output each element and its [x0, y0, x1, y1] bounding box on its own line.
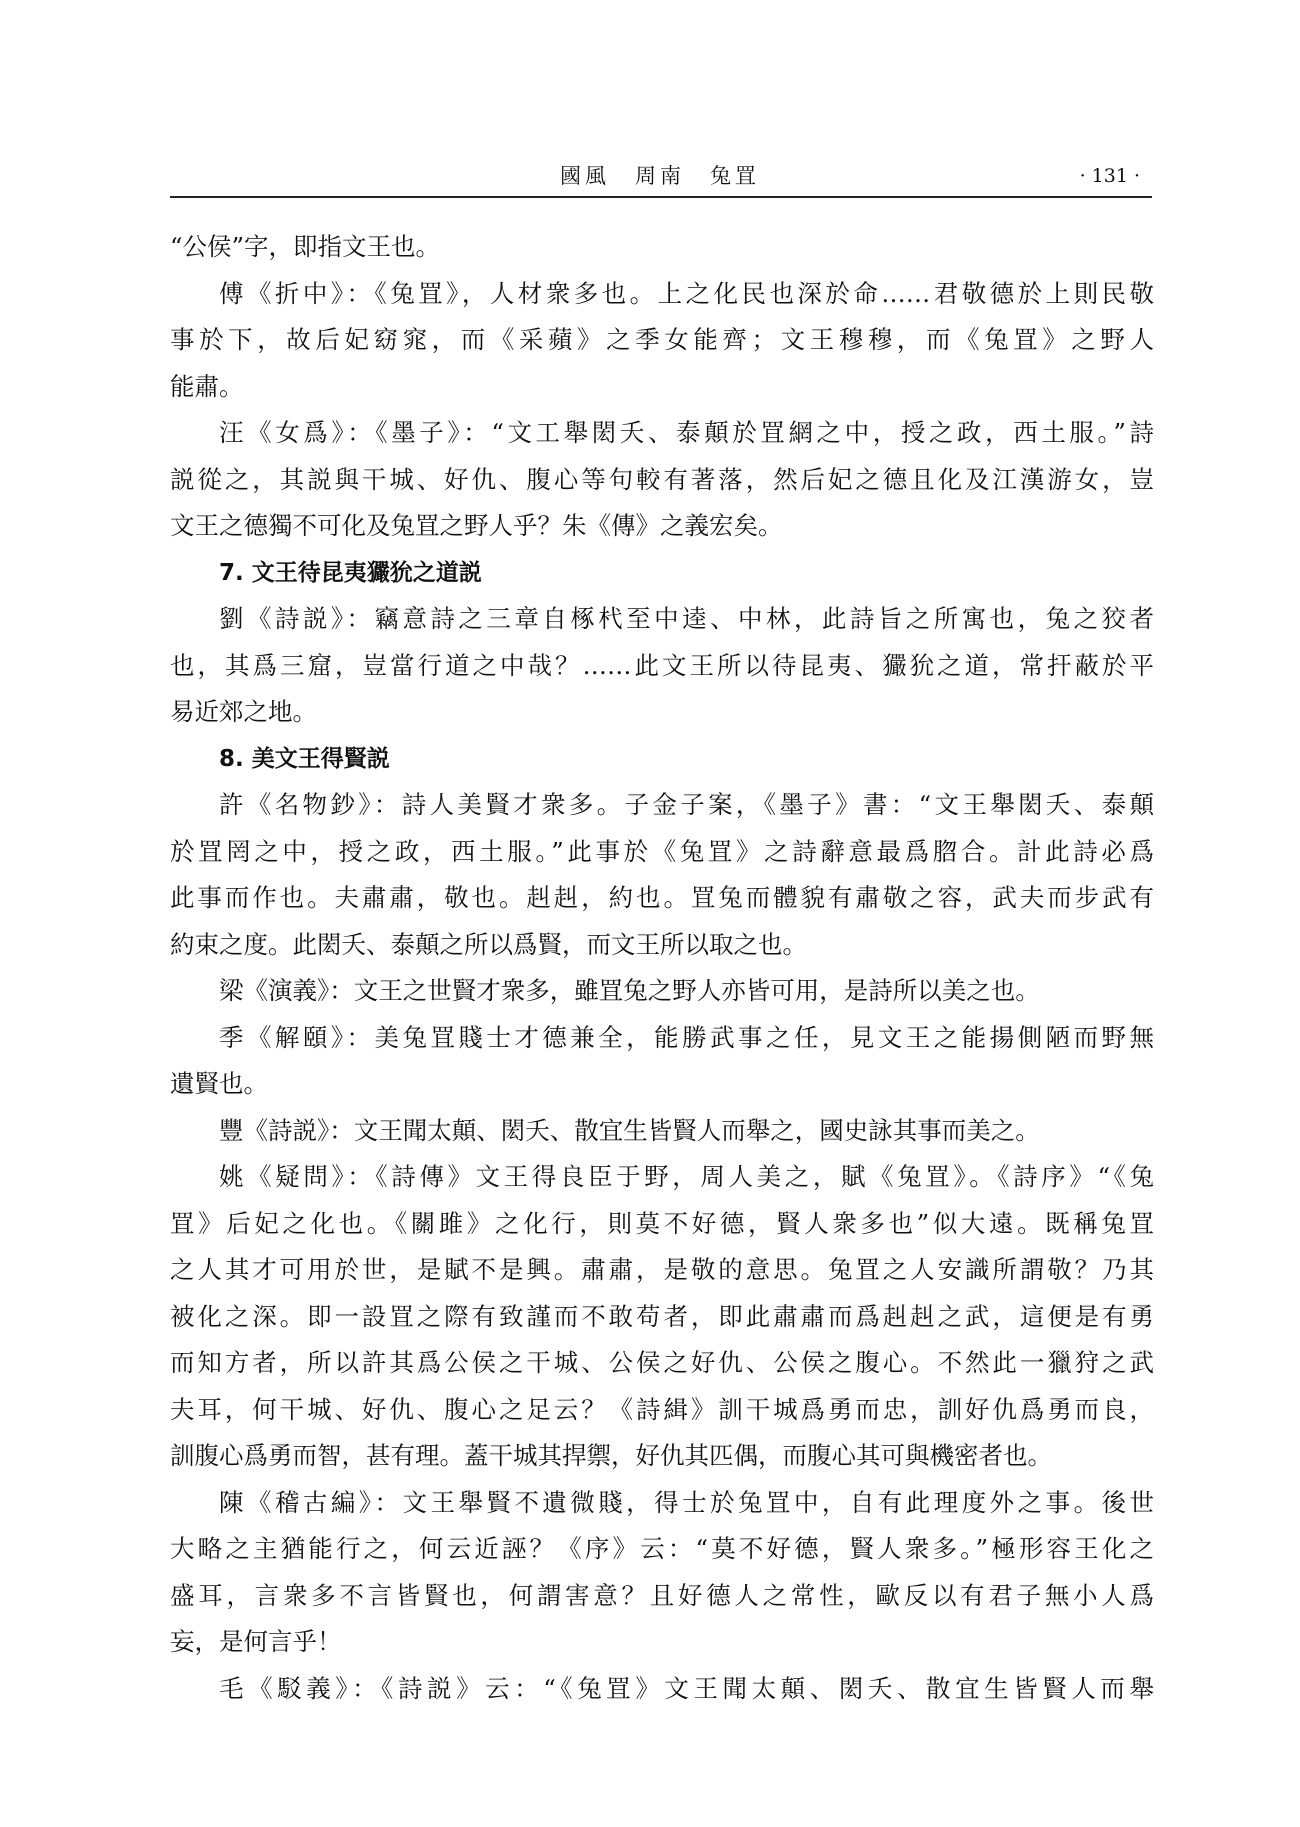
- body-text: [170, 224, 1154, 1712]
- text-line: 劉《詩説》：竊意詩之三章自椓杙至中逵、中林，此詩旨之所寓也，兔之狡者: [219, 604, 1154, 633]
- text-line: 也，其爲三窟，豈當行道之中哉？……此文王所以待昆夷、玁狁之道，常扞蔽於平: [170, 650, 1154, 680]
- text-line: 盛耳，言衆多不言皆賢也，何謂害意？且好德人之常性，歐反以有君子無小人爲: [170, 1580, 1154, 1610]
- text-line: 事於下，故后妃窈窕，而《采蘋》之季女能齊；文王穆穆，而《兔罝》之野人: [170, 325, 1154, 354]
- text-line: 之人其才可用於世，是賦不是興。肅肅，是敬的意思。兔罝之人安識所謂敬？乃其: [170, 1255, 1154, 1284]
- text-line: 被化之深。即一設罝之際有致謹而不敢苟者，即此肅肅而爲赳赳之武，這便是有勇: [170, 1301, 1154, 1331]
- text-line: 大略之主猶能行之，何云近誣？《序》云：“莫不好德，賢人衆多。”極形容王化之: [170, 1534, 1154, 1563]
- text-line: 文王之德獨不可化及兔罝之野人乎？朱《傳》之義宏矣。: [170, 511, 783, 540]
- section-heading: 7. 文王待昆夷玁狁之道説: [219, 559, 482, 586]
- text-line: “公侯”字，即指文王也。: [170, 232, 441, 261]
- header-title: 國風 周南 兔罝: [560, 164, 760, 188]
- text-line: 而知方者，所以許其爲公侯之干城、公侯之好仇、公侯之腹心。不然此一獵狩之武: [170, 1348, 1154, 1377]
- text-line: 梁《演義》：文王之世賢才衆多，雖罝兔之野人亦皆可用，是詩所以美之也。: [219, 976, 1040, 1005]
- text-line: 汪《女爲》：《墨子》：“文工舉閎夭、泰顛於罝網之中，授之政，西土服。”詩: [219, 418, 1154, 447]
- page-number: · 131 ·: [1079, 165, 1140, 187]
- header-rule: [170, 196, 1152, 198]
- running-header: [170, 158, 1150, 194]
- text-line: 豐《詩説》：文王聞太顛、閎夭、散宜生皆賢人而舉之，國史詠其事而美之。: [219, 1115, 1040, 1145]
- text-line: 傅《折中》：《兔罝》，人材衆多也。上之化民也深於命……君敬德於上則民敬: [219, 278, 1154, 308]
- text-line: 妄，是何言乎！: [170, 1627, 342, 1656]
- text-line: 季《解頤》：美兔罝賤士才德兼全，能勝武事之任，見文王之能揚側陋而野無: [219, 1022, 1154, 1052]
- text-line: 陳《稽古編》：文王舉賢不遺微賤，得士於兔罝中，自有此理度外之事。後世: [219, 1487, 1154, 1517]
- text-line: 易近郊之地。: [170, 697, 317, 726]
- text-line: 夫耳，何干城、好仇、腹心之足云？《詩緝》訓干城爲勇而忠，訓好仇爲勇而良，: [170, 1394, 1154, 1424]
- text-line: 此事而作也。夫肅肅，敬也。赳赳，約也。罝兔而體貌有肅敬之容，武夫而步武有: [170, 883, 1154, 912]
- text-line: 於罝罔之中，授之政，西土服。”此事於《兔罝》之詩辭意最爲脗合。計此詩必爲: [170, 836, 1154, 866]
- text-line: 姚《疑問》：《詩傳》文王得良臣于野，周人美之，賦《兔罝》。《詩序》“《兔: [219, 1162, 1154, 1191]
- text-line: 許《名物鈔》：詩人美賢才衆多。子金子案，《墨子》書：“文王舉閎夭、泰顛: [219, 790, 1154, 819]
- text-line: 毛《駁義》：《詩説》云：“《兔罝》文王聞太顛、閎夭、散宜生皆賢人而舉: [219, 1673, 1154, 1703]
- text-line: 説從之，其説與干城、好仇、腹心等句較有著落，然后妃之德且化及江漢游女，豈: [170, 464, 1154, 494]
- text-line: 能肅。: [170, 371, 244, 401]
- text-line: 訓腹心爲勇而智，甚有理。蓋干城其捍禦，好仇其匹偶，而腹心其可與機密者也。: [170, 1441, 1052, 1470]
- text-line: 約束之度。此閎夭、泰顛之所以爲賢，而文王所以取之也。: [170, 929, 807, 959]
- text-line: 遺賢也。: [170, 1069, 268, 1098]
- text-line: 罝》后妃之化也。《關雎》之化行，則莫不好德，賢人衆多也”似大遠。既稱兔罝: [170, 1208, 1154, 1238]
- section-heading: 8. 美文王得賢説: [219, 745, 390, 772]
